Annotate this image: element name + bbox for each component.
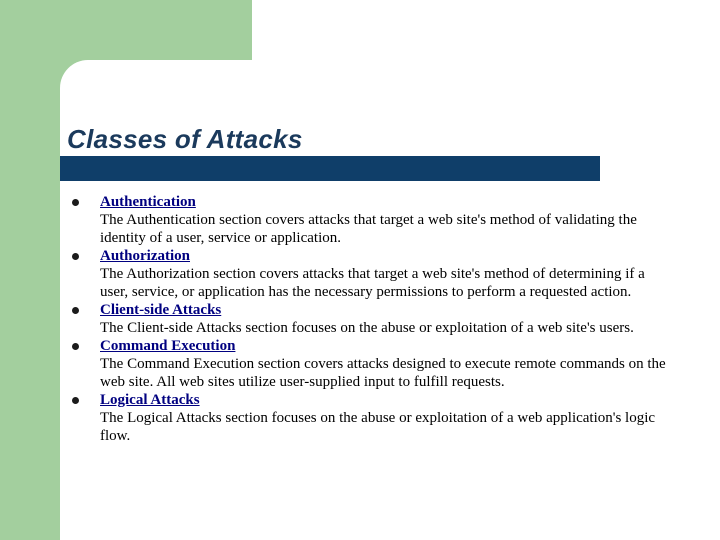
item-description: The Logical Attacks section focuses on the abuse or exploitation of a web application's logic flow. — [100, 410, 656, 444]
item-description: The Authorization section covers attacks that target a web site's method of determining if a user, service, or application has the necessary permissions to perform a requested action. — [100, 266, 645, 300]
item-term: Logical Attacks — [100, 392, 200, 408]
slide-title: Classes of Attacks — [67, 124, 303, 154]
bullet-icon — [72, 343, 79, 350]
list-item — [72, 247, 672, 301]
bullet-icon — [72, 307, 79, 314]
title-rule-bar — [60, 156, 600, 181]
item-term: Command Execution — [100, 338, 236, 354]
list-item — [72, 391, 672, 445]
item-description: The Authentication section covers attacks that target a web site's method of validating the identity of a user, service or application. — [100, 212, 637, 246]
list-item — [72, 301, 672, 337]
bullet-icon — [72, 397, 79, 404]
item-description: The Client-side Attacks section focuses on the abuse or exploitation of a web site's users. — [100, 320, 634, 336]
attack-classes-list — [72, 193, 672, 445]
item-term: Authorization — [100, 248, 190, 264]
item-term: Client-side Attacks — [100, 302, 222, 318]
list-item — [72, 337, 672, 391]
item-term: Authentication — [100, 194, 196, 210]
bullet-icon — [72, 199, 79, 206]
list-item — [72, 193, 672, 247]
item-description: The Command Execution section covers attacks designed to execute remote commands on the web site. All web sites utilize user-supplied input to fulfill requests. — [100, 356, 666, 390]
bullet-icon — [72, 253, 79, 260]
